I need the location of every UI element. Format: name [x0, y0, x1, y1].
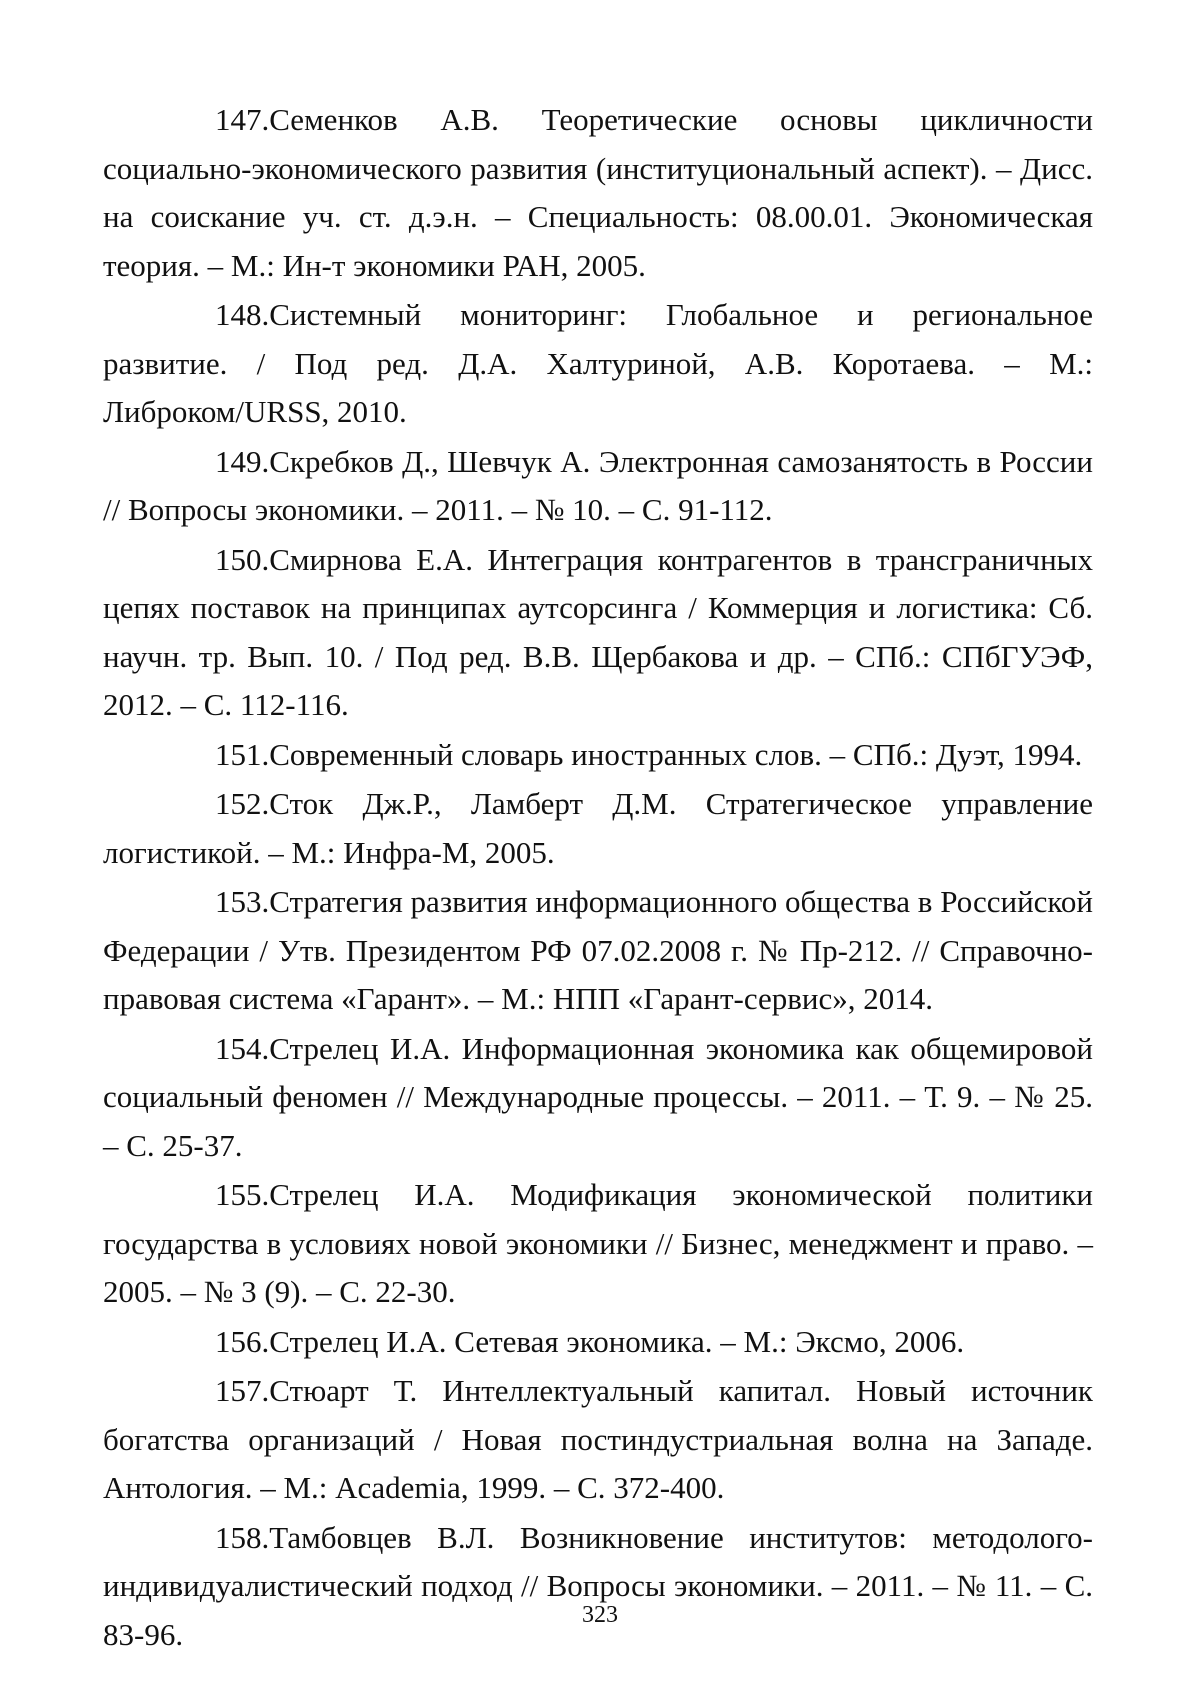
reference-entry — [103, 1171, 1093, 1317]
reference-entry — [103, 1025, 1093, 1171]
reference-number: 151. — [159, 731, 269, 780]
reference-text: Современный словарь иностранных слов. – СПб.: Дуэт, 1994. — [269, 737, 1082, 772]
reference-number: 149. — [159, 438, 269, 487]
reference-number: 152. — [159, 780, 269, 829]
reference-text: Семенков А.В. Теоретические основы цикличности социально-экономического развития (институциональный аспект). – Дисс. на соискание уч. ст. д.э.н. – Специальность: 08.00.01. Экономическая теория. – М.: Ин-т экономики РАН, 2005. — [103, 102, 1093, 283]
reference-entry — [103, 1318, 1093, 1367]
reference-text: Смирнова Е.А. Интеграция контрагентов в трансграничных цепях поставок на принципах аутсорсинга / Коммерция и логистика: Сб. научн. тр. Вып. 10. / Под ред. В.В. Щербакова и др. – СПб.: СПбГУЭФ, 2012. – С. 112-116. — [103, 542, 1093, 723]
reference-text: Скребков Д., Шевчук А. Электронная самозанятость в России // Вопросы экономики. – 2011. – № 10. – С. 91-112. — [103, 444, 1093, 528]
reference-entry — [103, 536, 1093, 730]
reference-entry — [103, 731, 1093, 780]
reference-text: Стрелец И.А. Сетевая экономика. – М.: Эксмо, 2006. — [269, 1324, 964, 1359]
reference-text: Стрелец И.А. Модификация экономической политики государства в условиях новой экономики // Бизнес, менеджмент и право. – 2005. – № 3 (9). – С. 22-30. — [103, 1177, 1093, 1309]
reference-number: 158. — [159, 1514, 269, 1563]
reference-list — [103, 96, 1093, 1660]
reference-entry — [103, 878, 1093, 1024]
page-number: 323 — [0, 1600, 1200, 1630]
reference-entry — [103, 438, 1093, 535]
reference-number: 155. — [159, 1171, 269, 1220]
reference-number: 147. — [159, 96, 269, 145]
reference-number: 148. — [159, 291, 269, 340]
reference-entry — [103, 96, 1093, 290]
reference-text: Стюарт Т. Интеллектуальный капитал. Новый источник богатства организаций / Новая постиндустриальная волна на Западе. Антология. – М.: Academia, 1999. – С. 372-400. — [103, 1373, 1093, 1505]
reference-entry — [103, 291, 1093, 437]
reference-number: 154. — [159, 1025, 269, 1074]
reference-text: Стратегия развития информационного общества в Российской Федерации / Утв. Президентом РФ 07.02.2008 г. № Пр-212. // Справочно-правовая система «Гарант». – М.: НПП «Гарант-сервис», 2014. — [103, 884, 1093, 1016]
reference-entry — [103, 780, 1093, 877]
reference-entry — [103, 1514, 1093, 1660]
reference-text: Сток Дж.Р., Ламберт Д.М. Стратегическое управление логистикой. – М.: Инфра-М, 2005. — [103, 786, 1093, 870]
reference-entry — [103, 1367, 1093, 1513]
reference-number: 156. — [159, 1318, 269, 1367]
reference-text: Тамбовцев В.Л. Возникновение институтов: методолого-индивидуалистический подход // Вопросы экономики. – 2011. – № 11. – С. 83-96. — [103, 1520, 1093, 1652]
reference-text: Системный мониторинг: Глобальное и региональное развитие. / Под ред. Д.А. Халтуриной, А.В. Коротаева. – М.: Либроком/URSS, 2010. — [103, 297, 1093, 429]
reference-number: 150. — [159, 536, 269, 585]
reference-number: 153. — [159, 878, 269, 927]
reference-text: Стрелец И.А. Информационная экономика как общемировой социальный феномен // Международные процессы. – 2011. – Т. 9. – № 25. – С. 25-37. — [103, 1031, 1093, 1163]
reference-number: 157. — [159, 1367, 269, 1416]
